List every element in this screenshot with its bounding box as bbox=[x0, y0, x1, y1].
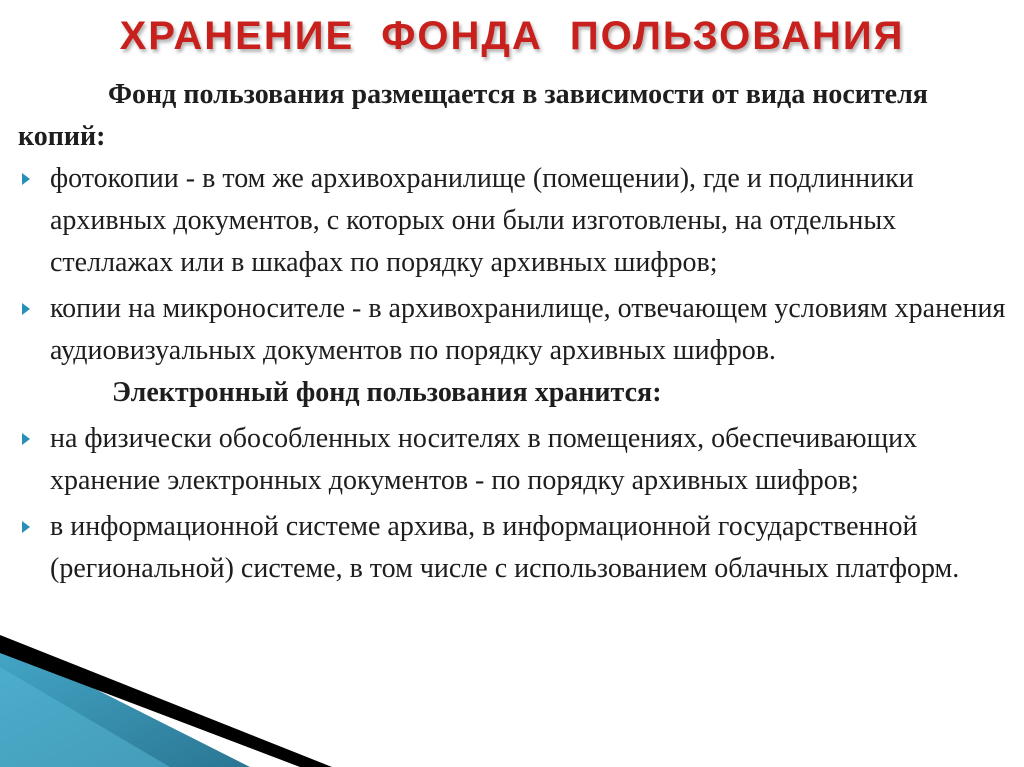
bullet-text: фотокопии - в том же архивохранилище (помещении), где и подлинники архивных документов, с которых они были изготовлены, на отдельных стеллажах или в шкафах по порядку архивных шифров; bbox=[50, 163, 914, 278]
bullet-item bbox=[18, 158, 1018, 284]
triangle-bullet-icon bbox=[22, 433, 30, 445]
triangle-bullet-icon bbox=[22, 303, 30, 315]
decor-teal-wedge bbox=[0, 641, 250, 767]
section2-heading bbox=[18, 372, 1018, 414]
section1-heading bbox=[18, 74, 1018, 158]
bullet-text: копии на микроносителе - в архивохранилище, отвечающем условиям хранения аудиовизуальных документов по порядку архивных шифров. bbox=[50, 293, 1006, 366]
bullet-item bbox=[18, 506, 1018, 590]
bullet-item bbox=[18, 418, 1018, 502]
triangle-bullet-icon bbox=[22, 521, 30, 533]
decor-teal-light bbox=[0, 667, 170, 767]
bullet-item bbox=[18, 288, 1018, 372]
decor-black-stripe bbox=[0, 635, 332, 767]
triangle-bullet-icon bbox=[22, 173, 30, 185]
bullet-text: в информационной системе архива, в информационной государственной (региональной) системе, в том числе с использованием облачных платформ. bbox=[50, 511, 960, 584]
section1-heading-text: Фонд пользования размещается в зависимости от вида носителя копий: bbox=[18, 79, 928, 152]
slide-title: ХРАНЕНИЕ ФОНДА ПОЛЬЗОВАНИЯ bbox=[119, 14, 905, 58]
slide-body bbox=[18, 74, 1018, 590]
section2-heading-text: Электронный фонд пользования хранится: bbox=[112, 377, 662, 408]
corner-decoration bbox=[0, 627, 360, 767]
bullet-text: на физически обособленных носителях в помещениях, обеспечивающих хранение электронных документов - по порядку архивных шифров; bbox=[50, 423, 918, 496]
